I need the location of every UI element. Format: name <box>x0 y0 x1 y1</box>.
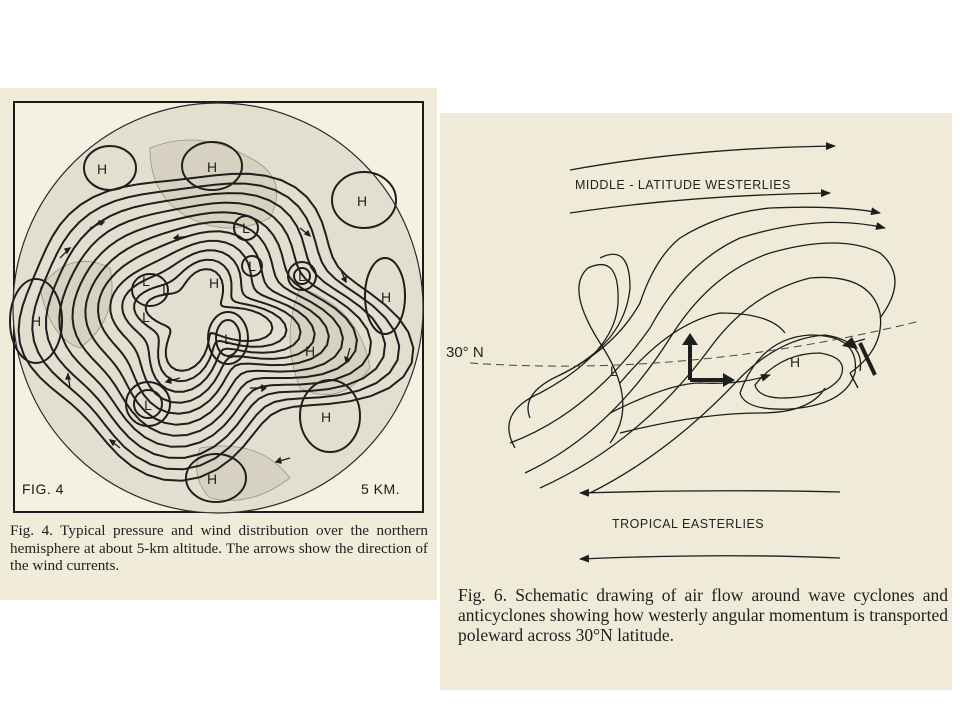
streamline <box>560 207 880 375</box>
latitude-label: 30° N <box>446 344 484 361</box>
transport-arrow-right <box>860 343 875 375</box>
high-symbol: H <box>96 161 108 177</box>
easterly-flow-arrow <box>580 556 840 559</box>
easterlies-label: TROPICAL EASTERLIES <box>612 517 765 531</box>
westerly-flow-arrow <box>570 146 835 170</box>
low-symbol: L <box>142 273 150 289</box>
low-symbol: L <box>298 268 306 284</box>
easterly-flow-arrow <box>580 491 840 493</box>
fig-4-label: FIG. 4 <box>22 481 64 497</box>
figure-4-panel <box>0 88 437 600</box>
streamline <box>510 222 885 443</box>
high-symbol: H <box>790 354 801 370</box>
low-symbol: L <box>142 309 150 325</box>
low-symbol: L <box>144 397 152 413</box>
figure-6-panel <box>440 113 952 690</box>
westerly-flow-arrow <box>570 193 830 213</box>
high-symbol: H <box>30 313 42 329</box>
high-symbol: H <box>206 159 218 175</box>
low-symbol: L <box>242 220 250 236</box>
low-symbol: L <box>224 331 232 347</box>
high-symbol: H <box>208 275 220 291</box>
high-symbol: H <box>380 289 392 305</box>
altitude-label: 5 KM. <box>361 481 401 497</box>
figure-4-caption: Fig. 4. Typical pressure and wind distribution over the northern hemisphere at about 5-km altitude. The arrows show the direction of the wind currents. <box>10 522 428 574</box>
high-symbol: H <box>320 409 332 425</box>
low-symbol: L <box>248 258 256 274</box>
high-symbol: H <box>206 471 218 487</box>
low-symbol: L <box>162 281 170 297</box>
figure-6-caption: Fig. 6. Schematic drawing of air flow around wave cyclones and anticyclones showing how westerly angular momentum is transported poleward across 30°N latitude. <box>458 585 948 645</box>
streamline <box>620 313 785 383</box>
streamline <box>509 265 623 448</box>
high-symbol: H <box>304 343 316 359</box>
figure-6-schematic <box>440 113 952 583</box>
westerlies-label: MIDDLE - LATITUDE WESTERLIES <box>575 178 791 192</box>
low-symbol: L <box>610 363 618 379</box>
high-symbol: H <box>356 193 368 209</box>
